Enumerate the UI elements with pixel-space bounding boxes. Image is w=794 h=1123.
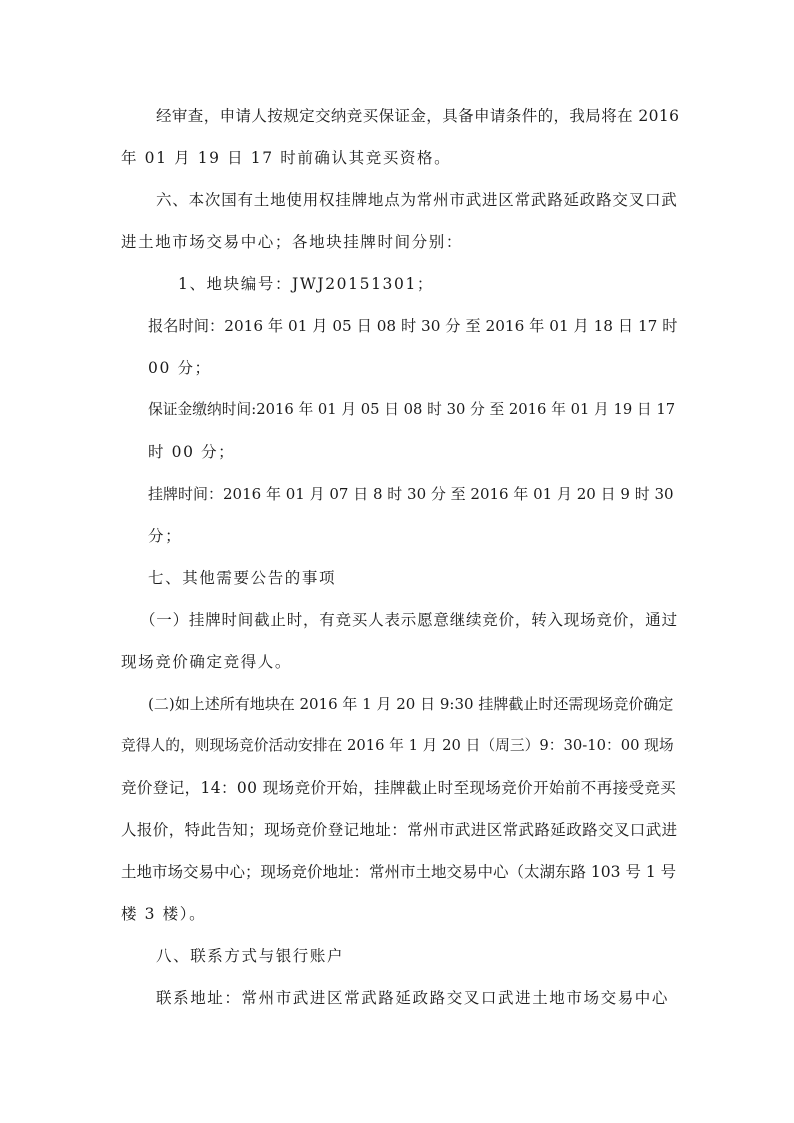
listing-time: 挂牌时间：2016 年 01 月 07 日 8 时 30 分 至 2016 年 01 月 20 日 9 时 30 [148, 485, 674, 503]
paragraph-line: (二)如上述所有地块在 2016 年 1 月 20 日 9:30 挂牌截止时还需现场竞价确定 [148, 695, 674, 713]
paragraph-line: 经审查，申请人按规定交纳竞买保证金，具备申请条件的，我局将在 2016 [156, 107, 680, 125]
contact-address: 联系地址：常州市武进区常武路延政路交叉口武进土地市场交易中心 [156, 989, 670, 1007]
paragraph-line: 年 01 月 19 日 17 时前确认其竞买资格。 [121, 149, 452, 167]
paragraph-line: 现场竞价确定竞得人。 [121, 653, 293, 671]
section-heading-6: 六、本次国有土地使用权挂牌地点为常州市武进区常武路延政路交叉口武 [156, 191, 678, 209]
paragraph-line: 人报价，特此告知；现场竞价登记地址：常州市武进区常武路延政路交叉口武进 [121, 821, 678, 839]
paragraph-line: 竞价登记，14：00 现场竞价开始，挂牌截止时至现场竞价开始前不再接受竞买 [121, 779, 677, 797]
paragraph-line: 土地市场交易中心；现场竞价地址：常州市土地交易中心（太湖东路 103 号 1 号 [121, 863, 677, 881]
deposit-time-cont: 时 00 分； [148, 443, 236, 461]
paragraph-line: 竞得人的，则现场竞价活动安排在 2016 年 1 月 20 日（周三）9：30-10：00 现场 [121, 737, 674, 754]
parcel-number: 1、地块编号：JWJ20151301； [178, 275, 435, 293]
registration-time: 报名时间：2016 年 01 月 05 日 08 时 30 分 至 2016 年 01 月 18 日 17 时 [148, 317, 678, 335]
deposit-time: 保证金缴纳时间:2016 年 01 月 05 日 08 时 30 分 至 2016 年 01 月 19 日 17 [148, 401, 676, 418]
listing-time-cont: 分； [148, 527, 183, 545]
registration-time-cont: 00 分； [148, 359, 212, 377]
section-heading-8: 八、联系方式与银行账户 [156, 947, 345, 965]
section-heading-7: 七、其他需要公告的事项 [148, 569, 337, 587]
paragraph-line: 楼 3 楼）。 [121, 905, 207, 923]
paragraph-line: 进土地市场交易中心；各地块挂牌时间分别： [121, 233, 464, 251]
paragraph-line: （一）挂牌时间截止时，有竞买人表示愿意继续竞价，转入现场竞价，通过 [140, 611, 678, 629]
